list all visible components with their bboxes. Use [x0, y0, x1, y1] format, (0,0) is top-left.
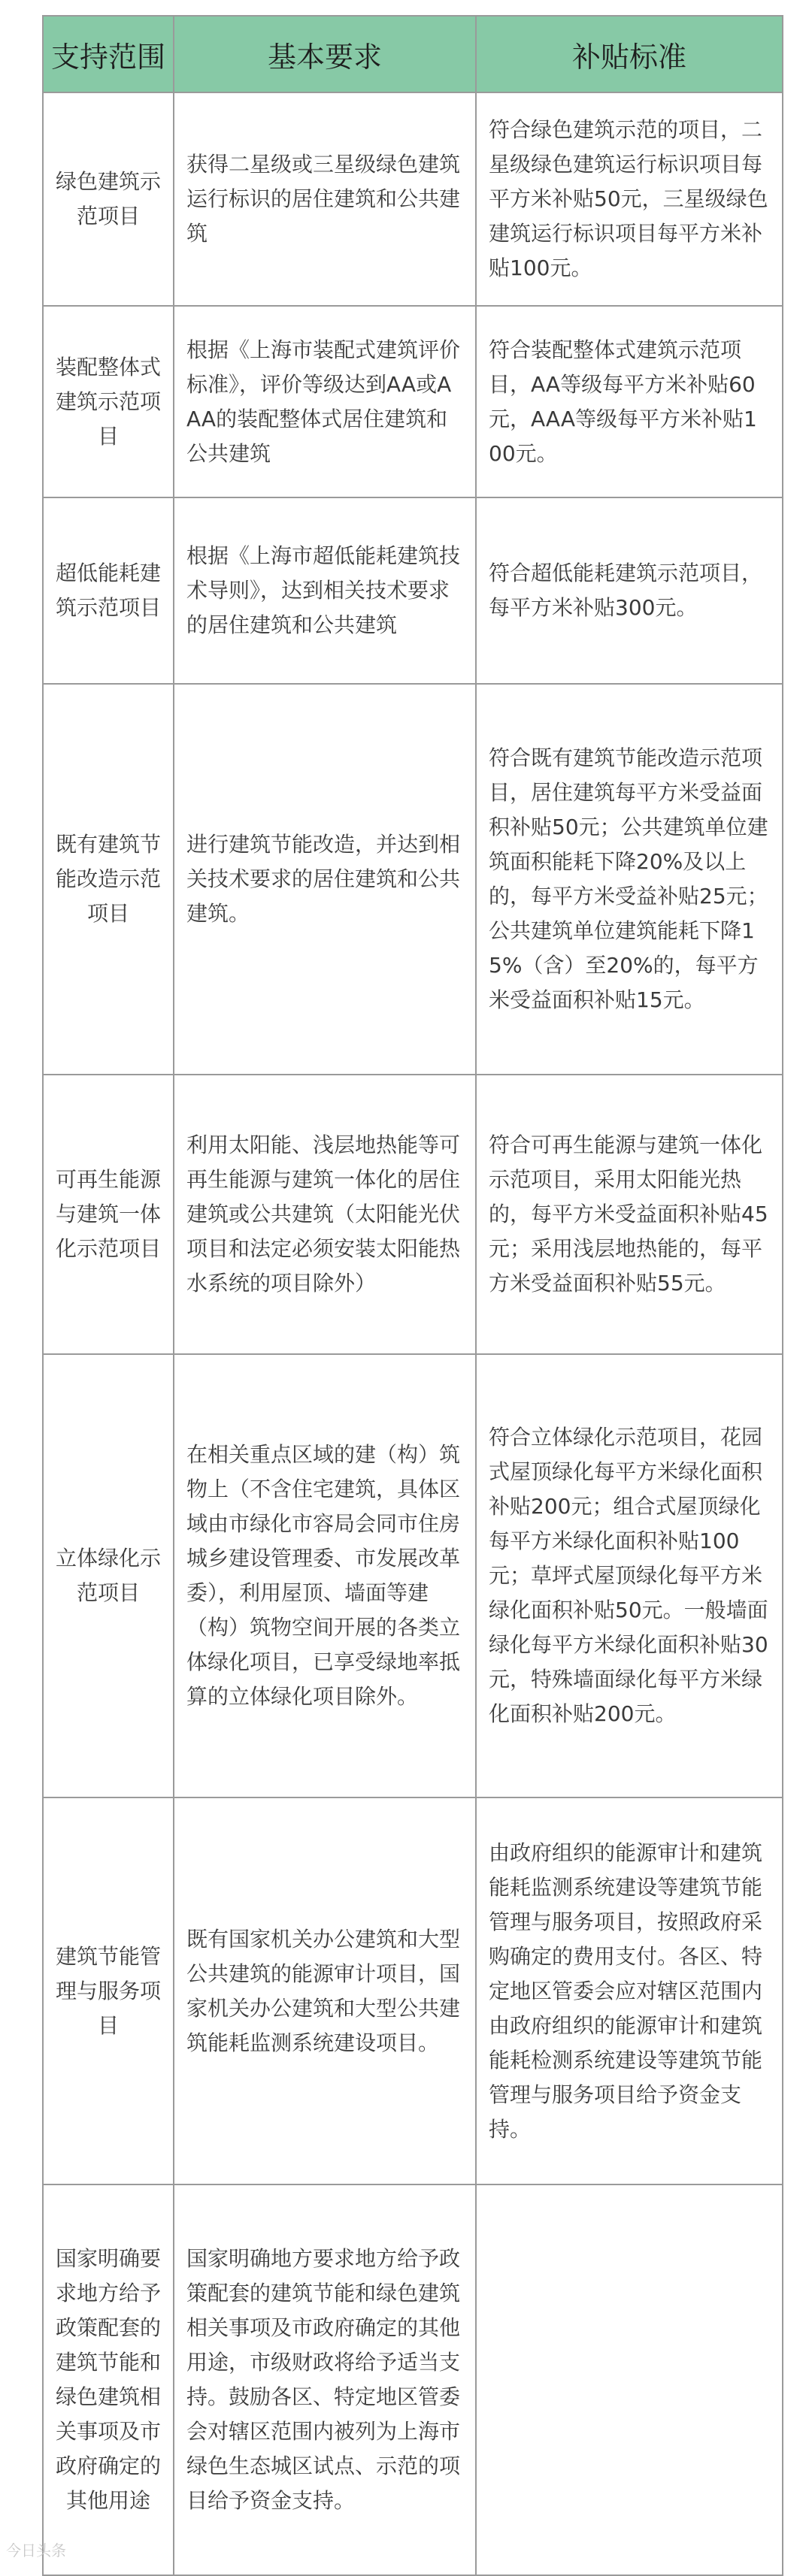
table-row [43, 1354, 783, 1797]
subsidy-table [42, 15, 783, 2576]
requirement-cell: 根据《上海市超低能耗建筑技术导则》，达到相关技术要求的居住建筑和公共建筑 [174, 497, 476, 684]
table-row [43, 2184, 783, 2575]
standard-cell [476, 2184, 783, 2575]
table-row [43, 1075, 783, 1354]
standard-cell: 符合立体绿化示范项目，花园式屋顶绿化每平方米绿化面积补贴200元；组合式屋顶绿化每平方米绿化面积补贴100元；草坪式屋顶绿化每平方米绿化面积补贴50元。一般墙面绿化每平方米绿化面积补贴30元，特殊墙面绿化每平方米绿化面积补贴200元。 [476, 1354, 783, 1797]
standard-cell: 符合可再生能源与建筑一体化示范项目，采用太阳能光热的，每平方米受益面积补贴45元；采用浅层地热能的，每平方米受益面积补贴55元。 [476, 1075, 783, 1354]
scope-cell: 建筑节能管理与服务项目 [43, 1797, 174, 2184]
standard-cell: 符合既有建筑节能改造示范项目，居住建筑每平方米受益面积补贴50元；公共建筑单位建筑面积能耗下降20%及以上的，每平方米受益补贴25元；公共建筑单位建筑能耗下降15%（含）至20%的，每平方米受益面积补贴15元。 [476, 684, 783, 1075]
standard-cell: 符合超低能耗建筑示范项目，每平方米补贴300元。 [476, 497, 783, 684]
requirement-cell: 国家明确地方要求地方给予政策配套的建筑节能和绿色建筑相关事项及市政府确定的其他用途，市级财政将给予适当支持。鼓励各区、特定地区管委会对辖区范围内被列为上海市绿色生态城区试点、示范的项目给予资金支持。 [174, 2184, 476, 2575]
requirement-cell: 获得二星级或三星级绿色建筑运行标识的居住建筑和公共建筑 [174, 92, 476, 306]
header-scope: 支持范围 [43, 16, 174, 92]
scope-cell: 立体绿化示范项目 [43, 1354, 174, 1797]
table-row [43, 92, 783, 306]
scope-cell: 装配整体式建筑示范项目 [43, 306, 174, 497]
scope-cell: 可再生能源与建筑一体化示范项目 [43, 1075, 174, 1354]
table-row [43, 1797, 783, 2184]
standard-cell: 符合装配整体式建筑示范项目，AA等级每平方米补贴60元，AAA等级每平方米补贴100元。 [476, 306, 783, 497]
table-row [43, 684, 783, 1075]
subsidy-table-container [42, 15, 782, 2576]
scope-cell: 超低能耗建筑示范项目 [43, 497, 174, 684]
standard-cell: 由政府组织的能源审计和建筑能耗监测系统建设等建筑节能管理与服务项目，按照政府采购确定的费用支付。各区、特定地区管委会应对辖区范围内由政府组织的能源审计和建筑能耗检测系统建设等建筑节能管理与服务项目给予资金支持。 [476, 1797, 783, 2184]
requirement-cell: 既有国家机关办公建筑和大型公共建筑的能源审计项目，国家机关办公建筑和大型公共建筑能耗监测系统建设项目。 [174, 1797, 476, 2184]
watermark: 今日头条 [6, 2541, 66, 2559]
header-requirement: 基本要求 [174, 16, 476, 92]
table-row [43, 306, 783, 497]
requirement-cell: 利用太阳能、浅层地热能等可再生能源与建筑一体化的居住建筑或公共建筑（太阳能光伏项目和法定必须安装太阳能热水系统的项目除外） [174, 1075, 476, 1354]
requirement-cell: 根据《上海市装配式建筑评价标准》，评价等级达到AA或AAA的装配整体式居住建筑和公共建筑 [174, 306, 476, 497]
table-header-row [43, 16, 783, 92]
header-standard: 补贴标准 [476, 16, 783, 92]
standard-cell: 符合绿色建筑示范的项目，二星级绿色建筑运行标识项目每平方米补贴50元，三星级绿色建筑运行标识项目每平方米补贴100元。 [476, 92, 783, 306]
requirement-cell: 进行建筑节能改造，并达到相关技术要求的居住建筑和公共建筑。 [174, 684, 476, 1075]
table-row [43, 497, 783, 684]
requirement-cell: 在相关重点区域的建（构）筑物上（不含住宅建筑，具体区域由市绿化市容局会同市住房城乡建设管理委、市发展改革委），利用屋顶、墙面等建（构）筑物空间开展的各类立体绿化项目，已享受绿地率抵算的立体绿化项目除外。 [174, 1354, 476, 1797]
scope-cell: 既有建筑节能改造示范项目 [43, 684, 174, 1075]
scope-cell: 绿色建筑示范项目 [43, 92, 174, 306]
scope-cell: 国家明确要求地方给予政策配套的建筑节能和绿色建筑相关事项及市政府确定的其他用途 [43, 2184, 174, 2575]
